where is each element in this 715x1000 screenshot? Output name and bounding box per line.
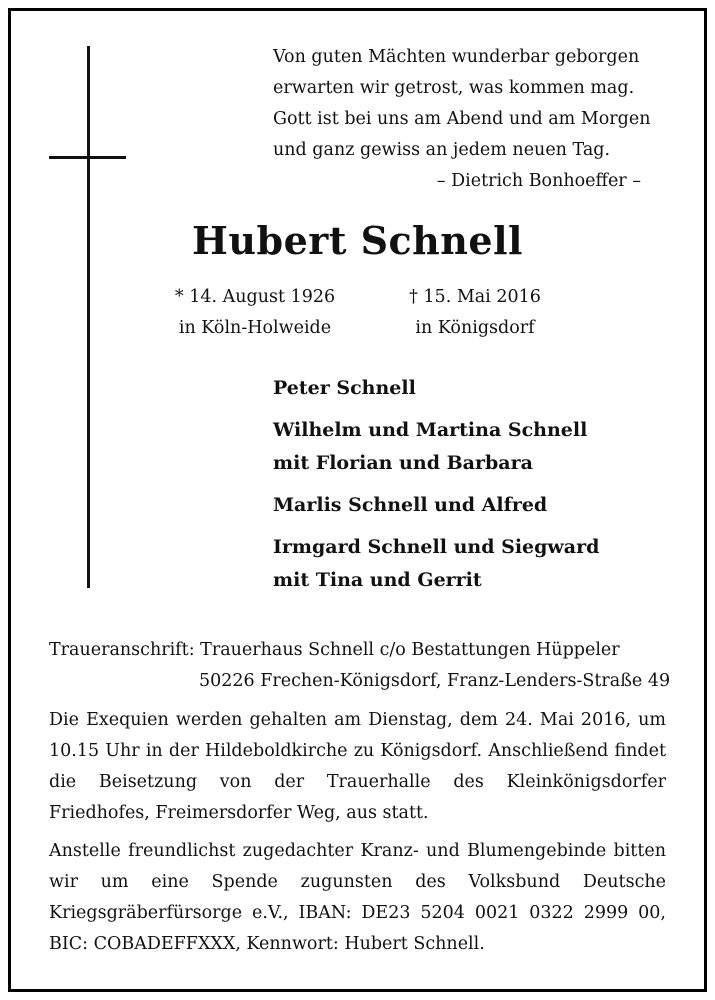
birth-date: * 14. August 1926 (174, 287, 336, 307)
family-member: Wilhelm und Martina Schnell (273, 419, 588, 441)
birth-info (160, 282, 350, 344)
poem-line: erwarten wir getrost, was kommen mag. (273, 78, 635, 98)
mourning-address (49, 635, 671, 697)
family-list (273, 372, 599, 606)
family-group (273, 414, 599, 480)
death-date: † 15. Mai 2016 (409, 287, 541, 307)
family-member: mit Tina und Gerrit (273, 569, 482, 591)
poem-author: – Dietrich Bonhoeffer – (436, 171, 641, 191)
family-group (273, 531, 599, 597)
cross-horizontal-bar (49, 156, 126, 159)
family-member: Marlis Schnell und Alfred (273, 494, 548, 516)
deceased-name: Hubert Schnell (192, 218, 523, 263)
family-group (273, 489, 599, 522)
family-member: Peter Schnell (273, 377, 416, 399)
address-line: 50226 Frechen-Königsdorf, Franz-Lenders-Straße 49 (199, 671, 671, 691)
family-member: mit Florian und Barbara (273, 452, 533, 474)
birth-place: in Köln-Holweide (178, 318, 332, 338)
family-group (273, 372, 599, 405)
cross-vertical-bar (87, 46, 90, 588)
poem-line: Gott ist bei uns am Abend und am Morgen (273, 109, 651, 129)
donation-text: Anstelle freundlichst zugedachter Kranz- und Blumengebinde bitten wir um eine Spende zugunsten des Volksbund Deutsche Kriegsgräberfürsorge e.V., IBAN: DE23 5204 0021 0322 2999 00, BIC: COBADEFFXXX, Kennwort: Hubert Schnell. (49, 841, 666, 954)
death-place: in Königsdorf (415, 318, 535, 338)
exequien-text: Die Exequien werden gehalten am Dienstag, dem 24. Mai 2016, um 10.15 Uhr in der Hildeboldkirche zu Königsdorf. Anschließend findet die Beisetzung von der Trauerhalle des Kleinkönigsdorfer Friedhofes, Freimersdorfer Weg, aus statt. (49, 710, 666, 823)
poem (273, 42, 673, 197)
poem-line: Von guten Mächten wunderbar geborgen (273, 47, 640, 67)
poem-line: und ganz gewiss an jedem neuen Tag. (273, 140, 611, 160)
address-line: Traueranschrift: Trauerhaus Schnell c/o Bestattungen Hüppeler (49, 640, 620, 660)
death-info (390, 282, 560, 344)
family-member: Irmgard Schnell und Siegward (273, 536, 600, 558)
